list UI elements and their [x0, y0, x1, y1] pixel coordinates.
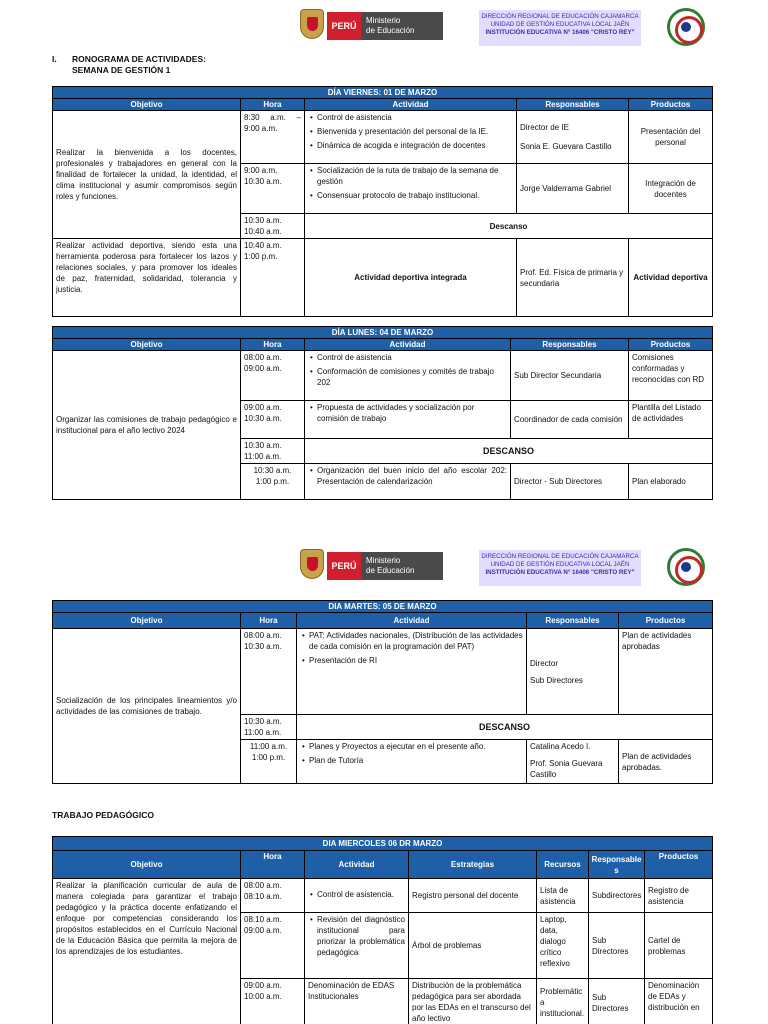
ministry-line2: de Educación	[366, 26, 415, 35]
activity-item: • Socialización de la ruta de trabajo de la semana de gestión	[308, 165, 513, 187]
col-recursos: Recursos	[537, 851, 589, 879]
section-number: I.	[52, 54, 57, 64]
activity-cell	[305, 464, 511, 500]
ministry-logo	[361, 552, 443, 580]
product-cell: Plan de actividades aprobadas	[619, 629, 713, 715]
schedule-table-lunes	[52, 326, 713, 500]
activity-cell	[297, 740, 527, 784]
col-hora: Hora	[241, 99, 305, 111]
col-hora: Hora	[241, 339, 305, 351]
dre-line1: DIRECCIÓN REGIONAL DE EDUCACIÓN CAJAMARCA	[481, 13, 639, 20]
responsible-cell: Sub Directores	[589, 913, 645, 979]
peru-label: PERÚ	[331, 561, 357, 571]
page-header	[0, 6, 768, 52]
responsible-cell: Sub Director Secundaria	[511, 351, 629, 401]
responsible-cell	[517, 111, 629, 164]
responsible-cell: Sub Directores	[589, 979, 645, 1024]
col-actividad: Actividad	[305, 851, 409, 879]
section-title	[72, 54, 206, 76]
responsible-name: Director de IE	[520, 123, 569, 132]
activity-cell	[305, 351, 511, 401]
time-cell: 09:00 a.m. 10:00 a.m.	[241, 979, 305, 1024]
activity-cell	[305, 879, 409, 913]
col-objetivo: Objetivo	[53, 99, 241, 111]
time-cell: 11:00 a.m. 1:00 p.m.	[241, 740, 297, 784]
section-title-pedagogico: TRABAJO PEDAGÓGICO	[52, 810, 155, 820]
resources-cell: Lista de asistencia	[537, 879, 589, 913]
break-cell: DESCANSO	[305, 439, 713, 464]
objective-cell: Realizar la bienvenida a los docentes, profesionales y trabajadores en general con la finalidad de fortalecer la unidad, la identidad, el clima institucional y asumir compromisos según roles y funciones.	[53, 111, 241, 239]
activity-item: • Propuesta de actividades y socialización por comisión de trabajo	[308, 402, 507, 424]
product-cell: Plan de actividades aprobadas.	[619, 740, 713, 784]
day-title: DIA MIERCOLES 06 DR MARZO	[53, 837, 713, 851]
activity-item: • Organización del buen inicio del año escolar 202: Presentación de calendarización	[308, 465, 507, 487]
activity-cell: Actividad deportiva integrada	[305, 239, 517, 317]
responsible-cell: Director - Sub Directores	[511, 464, 629, 500]
col-objetivo: Objetivo	[53, 613, 241, 629]
col-responsables: Responsable s	[589, 851, 645, 879]
school-crest-icon	[667, 548, 705, 586]
ministry-line1: Ministerio	[366, 16, 401, 25]
dre-line2: UNIDAD DE GESTIÓN EDUCATIVA LOCAL JAÉN	[490, 21, 630, 28]
product-cell: Cartel de problemas	[645, 913, 713, 979]
institution-banner	[479, 550, 641, 586]
product-cell: Denominación de EDAs y distribución en	[645, 979, 713, 1024]
day-title: DÍA LUNES: 04 DE MARZO	[53, 327, 713, 339]
table-row	[53, 879, 713, 913]
product-cell: Plan elaborado	[629, 464, 713, 500]
activity-item: • Control de asistencia.	[308, 889, 405, 900]
col-estrategias: Estrategias	[409, 851, 537, 879]
activity-cell	[305, 164, 517, 214]
peru-label: PERÚ	[331, 21, 357, 31]
col-actividad: Actividad	[305, 99, 517, 111]
responsible-cell	[527, 629, 619, 715]
responsible-cell: Prof. Ed. Física de primaria y secundaria	[517, 239, 629, 317]
ministry-line2: de Educación	[366, 566, 415, 575]
strategy-cell: Árbol de problemas	[409, 913, 537, 979]
col-responsables: Responsables	[527, 613, 619, 629]
strategy-cell: Registro personal del docente	[409, 879, 537, 913]
responsible-name: Sub Directores	[530, 675, 583, 685]
time-cell: 10:30 a.m. 11:00 a.m.	[241, 439, 305, 464]
col-responsables: Responsables	[511, 339, 629, 351]
activity-cell	[305, 401, 511, 439]
ministry-line1: Ministerio	[366, 556, 401, 565]
day-title: DÍA VIERNES: 01 DE MARZO	[53, 87, 713, 99]
product-cell: Plantilla del Listado de actividades	[629, 401, 713, 439]
product-cell: Actividad deportiva	[629, 239, 713, 317]
activity-cell: Denominación de EDAS Institucionales	[305, 979, 409, 1024]
product-cell: Comisiones conformadas y reconocidas con RD	[629, 351, 713, 401]
time-cell: 08:10 a.m. 09:00 a.m.	[241, 913, 305, 979]
col-hora: Hora	[241, 851, 305, 879]
strategy-cell: Distribución de la problemática pedagógica para ser abordada por las EDAs en el transcurso del año lectivo	[409, 979, 537, 1024]
objective-cell: Organizar las comisiones de trabajo pedagógico e institucional para el año lectivo 2024	[53, 351, 241, 500]
dre-line1: DIRECCIÓN REGIONAL DE EDUCACIÓN CAJAMARCA	[481, 553, 639, 560]
institution-banner	[479, 10, 641, 46]
col-responsables: Responsables	[517, 99, 629, 111]
schedule-table-martes	[52, 600, 713, 784]
activity-item: • Bienvenida y presentación del personal de la IE.	[308, 126, 513, 137]
dre-line2: UNIDAD DE GESTIÓN EDUCATIVA LOCAL JAÉN	[490, 561, 630, 568]
resources-cell: Problemátic a institucional.	[537, 979, 589, 1024]
time-cell: 08:00 a.m. 08:10 a.m.	[241, 879, 305, 913]
table-row	[53, 239, 713, 317]
time-cell: 10:30 a.m. 11:00 a.m.	[241, 715, 297, 740]
activity-item: • Revisión del diagnóstico institucional para priorizar la problemática pedagógica	[308, 914, 405, 958]
national-shield-icon	[300, 549, 324, 579]
activity-cell	[297, 629, 527, 715]
break-cell: Descanso	[305, 214, 713, 239]
national-shield-icon	[300, 9, 324, 39]
col-objetivo: Objetivo	[53, 339, 241, 351]
activity-item: • Control de asistencia	[308, 112, 513, 123]
schedule-table-miercoles	[52, 836, 713, 1024]
time-cell: 10:30 a.m. 10:40 a.m.	[241, 214, 305, 239]
time-cell: 8:30 a.m. – 9:00 a.m.	[241, 111, 305, 164]
activity-item: • Planes y Proyectos a ejecutar en el presente año.	[300, 741, 523, 752]
responsible-name: Catalina Acedo I.	[530, 742, 591, 751]
break-cell: DESCANSO	[297, 715, 713, 740]
peru-logo	[327, 552, 361, 580]
responsible-name: Director	[530, 658, 559, 668]
table-row	[53, 351, 713, 401]
col-actividad: Actividad	[297, 613, 527, 629]
responsible-name: Sonia E. Guevara Castillo	[520, 142, 612, 151]
responsible-cell: Subdirectores	[589, 879, 645, 913]
responsible-name: Prof. Sonia Guevara Castillo	[530, 759, 603, 779]
activity-item: • Plan de Tutoría	[300, 755, 523, 766]
product-cell: Presentación del personal	[629, 111, 713, 164]
responsible-cell: Jorge Valderrama Gabriel	[517, 164, 629, 214]
responsible-cell: Coordinador de cada comisión	[511, 401, 629, 439]
col-productos: Productos	[619, 613, 713, 629]
page-header	[0, 546, 768, 592]
resources-cell: Laptop, data, dialogo crítico reflexivo	[537, 913, 589, 979]
col-productos: Productos	[645, 851, 713, 879]
time-cell: 08:00 a.m. 09:00 a.m.	[241, 351, 305, 401]
col-productos: Productos	[629, 99, 713, 111]
col-productos: Productos	[629, 339, 713, 351]
responsible-cell	[527, 740, 619, 784]
time-cell: 9:00 a.m. 10:30 a.m.	[241, 164, 305, 214]
objective-cell: Socialización de los principales lineamientos y/o actividades de las comisiones de trabajo.	[53, 629, 241, 784]
time-cell: 10:40 a.m. 1:00 p.m.	[241, 239, 305, 317]
product-cell: Integración de docentes	[629, 164, 713, 214]
activity-item: • Dinámica de acogida e integración de docentes	[308, 140, 513, 151]
col-actividad: Actividad	[305, 339, 511, 351]
time-cell: 09:00 a.m. 10:30 a.m.	[241, 401, 305, 439]
table-row	[53, 111, 713, 164]
section-title-line1: RONOGRAMA DE ACTIVIDADES:	[72, 54, 206, 64]
activity-item: • Consensuar protocolo de trabajo institucional.	[308, 190, 513, 201]
activity-item: • Conformación de comisiones y comités de trabajo 202	[308, 366, 507, 388]
section-title-line2: SEMANA DE GESTIÓN 1	[72, 65, 171, 75]
time-cell: 08:00 a.m. 10:30 a.m.	[241, 629, 297, 715]
activity-cell	[305, 913, 409, 979]
activity-item: • Control de asistencia	[308, 352, 507, 363]
activity-item: • Presentación de RI	[300, 655, 523, 666]
day-title: DIA MARTES: 05 DE MARZO	[53, 601, 713, 613]
peru-logo	[327, 12, 361, 40]
product-cell: Registro de asistencia	[645, 879, 713, 913]
time-cell: 10:30 a.m. 1:00 p.m.	[241, 464, 305, 500]
col-objetivo: Objetivo	[53, 851, 241, 879]
school-crest-icon	[667, 8, 705, 46]
schedule-table-viernes	[52, 86, 713, 317]
objective-cell: Realizar la planificación curricular de aula de manera colegiada para garantizar el trabajo pedagógico y la práctica docente enfatizando el enfoque por competencias considerando los propósitos establecidos en el Currículo Nacional de la Educación Básica que permita la mejora de los aprendizajes de los estudiantes.	[53, 879, 241, 1024]
dre-line3: INSTITUCIÓN EDUCATIVA N° 16406 "CRISTO REY"	[485, 29, 635, 36]
table-row	[53, 629, 713, 715]
dre-line3: INSTITUCIÓN EDUCATIVA N° 16406 "CRISTO REY"	[485, 569, 635, 576]
ministry-logo	[361, 12, 443, 40]
objective-cell: Realizar actividad deportiva, siendo esta una herramienta poderosa para fortalecer los lazos y relaciones sociales, y para promover los ideales de paz, fraternidad, solidaridad, tolerancia y justicia.	[53, 239, 241, 317]
activity-item: • PAT: Actividades nacionales, (Distribución de las actividades de cada comisión en la programación del PAT)	[300, 630, 523, 652]
activity-cell	[305, 111, 517, 164]
col-hora: Hora	[241, 613, 297, 629]
